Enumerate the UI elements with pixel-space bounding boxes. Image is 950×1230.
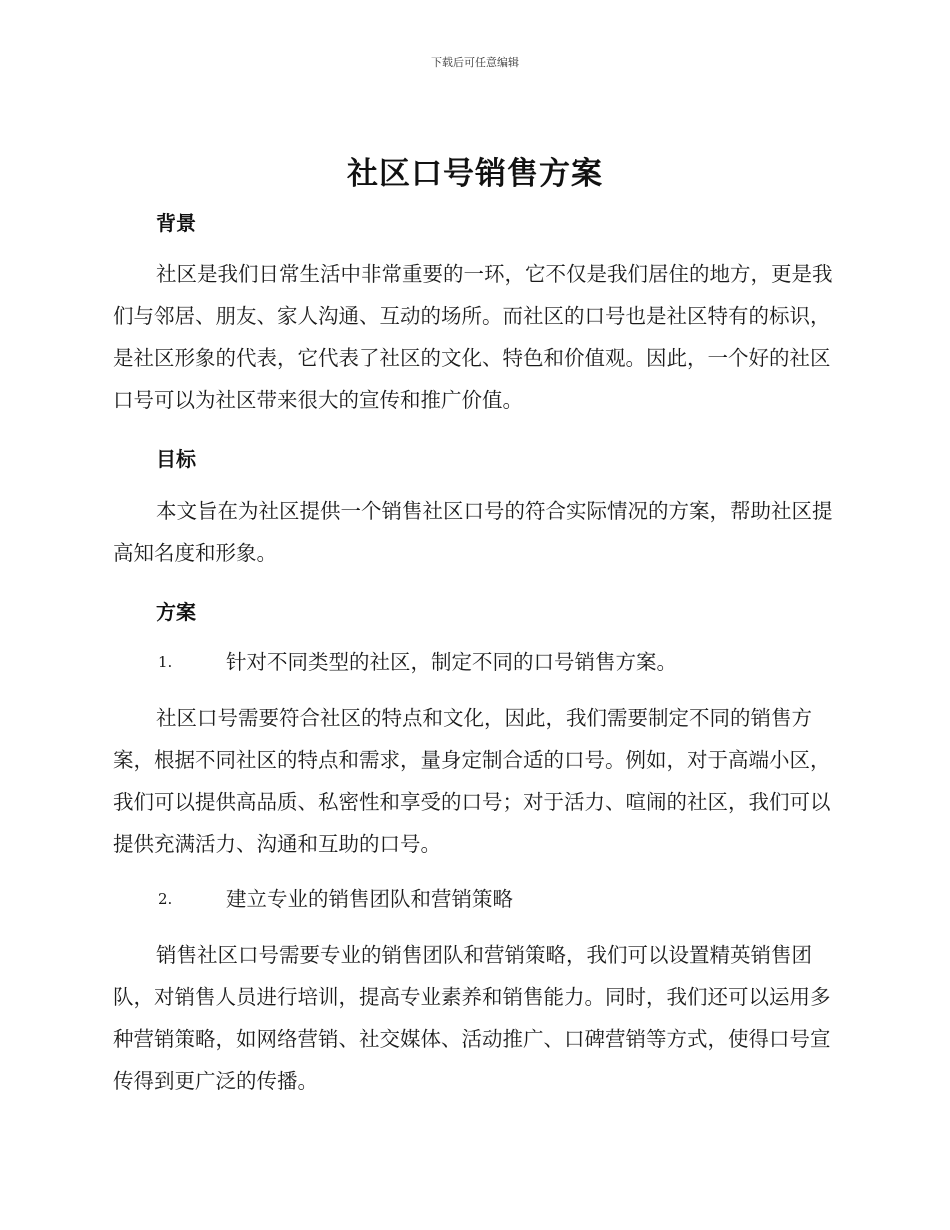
paragraph-plan-1: 社区口号需要符合社区的特点和文化，因此，我们需要制定不同的销售方案，根据不同社区的特点和需求，量身定制合适的口号。例如，对于高端小区，我们可以提供高品质、私密性和享受的口号；对于活力、喧闹的社区，我们可以提供充满活力、沟通和互助的口号。 xyxy=(113,706,831,856)
paragraph-background: 社区是我们日常生活中非常重要的一环，它不仅是我们居住的地方，更是我们与邻居、朋友、家人沟通、互动的场所。而社区的口号也是社区特有的标识，是社区形象的代表，它代表了社区的文化、特色和价值观。因此，一个好的社区口号可以为社区带来很大的宣传和推广价值。 xyxy=(113,262,833,412)
header-note: 下载后可任意编辑 xyxy=(431,56,519,69)
heading-background: 背景 xyxy=(156,211,196,235)
document-title: 社区口号销售方案 xyxy=(347,156,603,192)
list-item-title: 建立专业的销售团队和营销策略 xyxy=(226,887,513,911)
list-number: 2. xyxy=(158,890,173,908)
heading-plan: 方案 xyxy=(156,600,196,624)
list-item-title: 针对不同类型的社区，制定不同的口号销售方案。 xyxy=(226,650,677,674)
paragraph-plan-2: 销售社区口号需要专业的销售团队和营销策略，我们可以设置精英销售团队，对销售人员进行培训，提高专业素养和销售能力。同时，我们还可以运用多种营销策略，如网络营销、社交媒体、活动推广、口碑营销等方式，使得口号宣传得到更广泛的传播。 xyxy=(113,943,831,1093)
paragraph-goal: 本文旨在为社区提供一个销售社区口号的符合实际情况的方案，帮助社区提高知名度和形象。 xyxy=(113,499,833,565)
list-number: 1. xyxy=(158,653,173,671)
heading-goal: 目标 xyxy=(156,447,196,471)
